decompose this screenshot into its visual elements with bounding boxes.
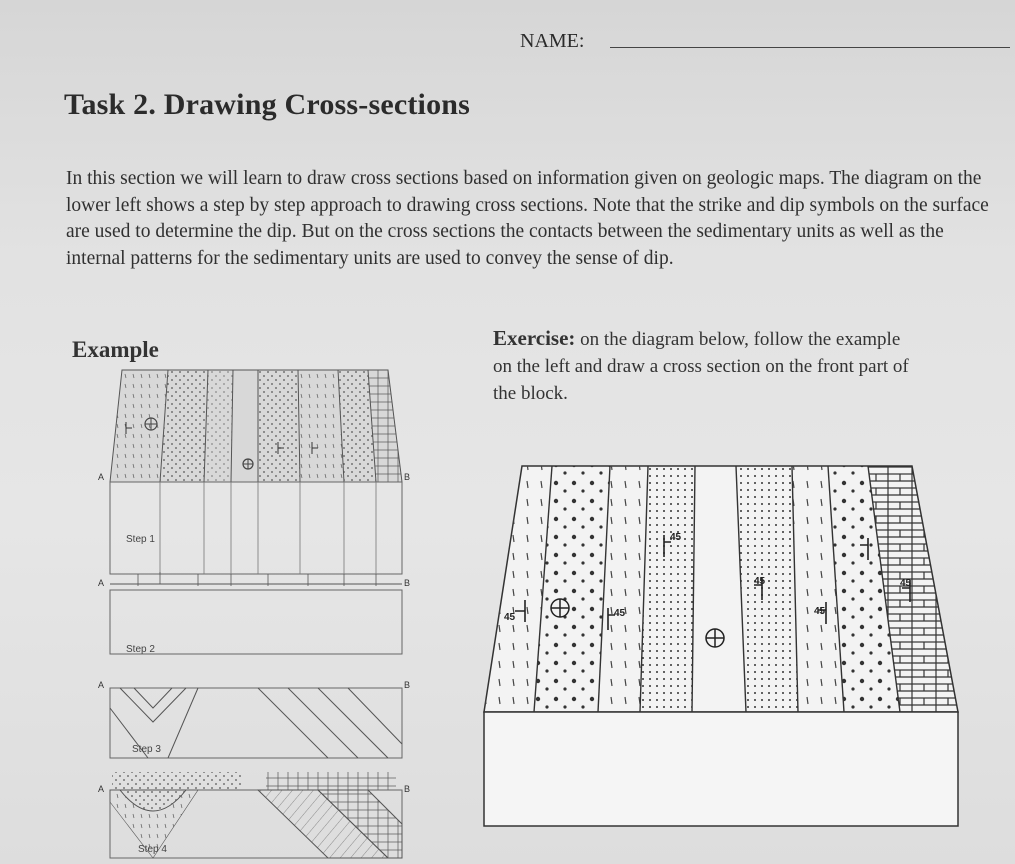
svg-text:A: A xyxy=(98,680,105,690)
dip-value: 45 xyxy=(614,608,626,619)
step-4-label: Step 4 xyxy=(138,844,167,855)
step-1-label: Step 1 xyxy=(126,534,155,545)
svg-text:A: A xyxy=(98,578,105,588)
example-step-4 xyxy=(98,772,410,858)
svg-text:B: B xyxy=(404,578,411,588)
example-step-1 xyxy=(110,482,402,574)
example-diagram xyxy=(98,362,423,862)
step-2-label: Step 2 xyxy=(126,644,155,655)
dip-value: 45 xyxy=(504,612,516,623)
exercise-label: Exercise: xyxy=(493,326,576,350)
dip-value: 45 xyxy=(900,578,912,589)
point-b-label: B xyxy=(404,472,411,482)
step-3-label: Step 3 xyxy=(132,744,161,755)
exercise-text: on the diagram below, follow the example on the left and draw a cross section on the front part of the block. xyxy=(493,329,909,404)
svg-text:B: B xyxy=(404,784,411,794)
dip-value: 45 xyxy=(814,606,826,617)
example-map-block xyxy=(98,370,410,482)
example-step-2 xyxy=(98,572,410,655)
name-label: NAME: xyxy=(520,30,585,52)
name-field-line[interactable] xyxy=(610,47,1010,48)
point-a-label: A xyxy=(98,472,105,482)
exercise-block-diagram xyxy=(480,460,965,830)
dip-value: 45 xyxy=(754,576,766,587)
intro-paragraph: In this section we will learn to draw cross sections based on information given on geologic maps. The diagram on the lower left shows a step by step approach to drawing cross sections. Note that the strike and dip symbols on the surface are used to determine the dip. But on the cross sections the contacts between the sedimentary units as well as the internal patterns for the sedimentary units are used to convey the sense of dip. xyxy=(66,168,989,269)
svg-text:A: A xyxy=(98,784,105,794)
svg-text:B: B xyxy=(404,680,411,690)
dip-value: 45 xyxy=(670,532,682,543)
page-title: Task 2. Drawing Cross-sections xyxy=(64,88,471,121)
exercise-instructions xyxy=(493,325,913,407)
example-heading: Example xyxy=(72,337,159,362)
cross-section-drawing-area[interactable] xyxy=(484,712,958,826)
example-step-3 xyxy=(98,680,410,758)
